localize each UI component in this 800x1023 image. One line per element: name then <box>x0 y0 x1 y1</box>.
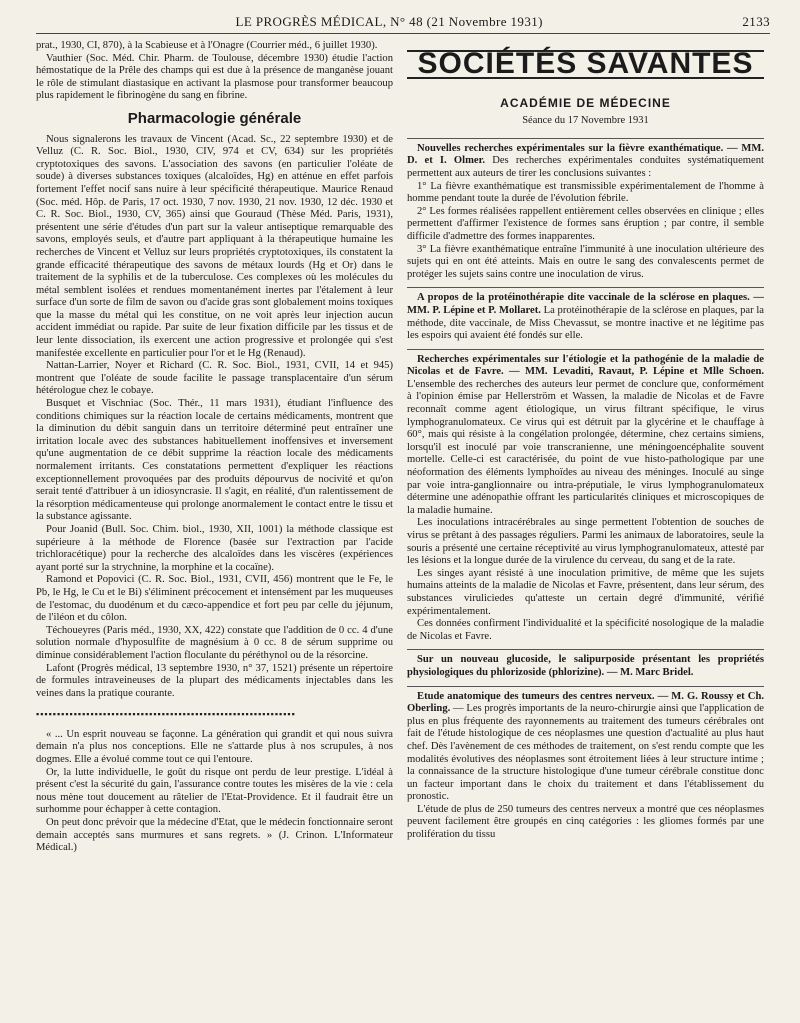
report-text: — Les progrès importants de la neuro-chirurgie ainsi que l'application de plus en plus fréquente des rayonnements au traitement des tumeurs cérébrales ont fait de l'étude histologique de ces néoplasmes une question d'actualité au plus haut chef. Dès l'avènement de ces méthodes de traitement, on s'est rendu compte que les modalités évolutives des néoplasmes sont étroitement liées à leur structure intime ; la connaissance de la structure histologique d'une tumeur cérébrale constitue donc un facteur important dans le choix du traitement et dans l'établissement du pronostic. <box>407 703 764 803</box>
report-item <box>407 691 764 804</box>
report-text: Les inoculations intracérébrales au singe permettent l'obtention de souches de virus se prêtant à des passages réguliers. Parmi les animaux de laboratoires, seule la souris a présenté une certaine réceptivité au virus lymphogranulomateux, attesté par les lésions et la longue durée de la virulence du cerveau, du sang et de la rate. <box>407 517 764 567</box>
report-title: Nouvelles recherches expérimentales sur la fièvre exanthématique. — MM. D. et I. Olmer. <box>407 142 764 167</box>
left-column <box>36 40 393 855</box>
report-title: Etude anatomique des tumeurs des centres nerveux. — M. G. Roussy et Ch. Oberling. <box>407 690 764 715</box>
right-column <box>407 40 764 855</box>
body-paragraph: Ramond et Popovici (C. R. Soc. Biol., 1931, CVII, 456) montrent que le Fe, le Pb, le Hg, le Cu et le Bi) s'éliminent précocement et intensément par les muqueuses de l'estomac, du duodénum et du cæco-appendice et fort peu par celle du jéjunum, de l'iléon et du côlon. <box>36 574 393 624</box>
page-number: 2133 <box>742 14 770 29</box>
report-item <box>407 654 764 679</box>
ornamental-divider: ▪▪▪▪▪▪▪▪▪▪▪▪▪▪▪▪▪▪▪▪▪▪▪▪▪▪▪▪▪▪▪▪▪▪▪▪▪▪▪▪▪▪▪▪▪▪▪▪▪▪▪▪▪▪▪▪▪▪▪▪▪▪ <box>36 709 296 720</box>
report-text: Ces données confirment l'individualité et la spécificité nosologique de la maladie de Nicolas et Favre. <box>407 618 764 642</box>
report-title: A propos de la protéinothérapie dite vaccinale de la sclérose en plaques. — MM. P. Lépine et P. Mollaret. <box>407 292 764 316</box>
academy-heading: ACADÉMIE DE MÉDECINE <box>500 95 671 110</box>
body-paragraph: Téchoueyres (Paris méd., 1930, XX, 422) constate que l'addition de 0 cc. 4 d'une solution normale d'hyposulfite de magnésium à 0 cc. 8 de sérum supprime ou diminue considérablement l'action floculante du péréthynol ou de la résorcine. <box>36 624 393 661</box>
section-headline: SOCIÉTÉS SAVANTES <box>407 50 764 79</box>
report-title: Sur un nouveau glucoside, le salipurposide présentant les propriétés physiologiques du phlorizoside (phlorizine). — M. Marc Bridel. <box>407 654 764 678</box>
divider <box>407 649 764 650</box>
report-text: L'étude de plus de 250 tumeurs des centres nerveux a montré que ces néoplasmes peuvent facilement être groupés en cinq catégories : les gliomes formés par une prolifération du tissu <box>407 803 764 841</box>
report-item <box>407 354 764 518</box>
section-title: Pharmacologie générale <box>127 109 302 127</box>
session-date: Séance du 17 Novembre 1931 <box>522 115 649 127</box>
report-item <box>407 517 764 567</box>
report-text: Des recherches expérimentales conduites systématiquement permettent aux auteurs de tirer les conclusions suivantes : <box>407 155 764 179</box>
report-text: La protéinothérapie de la sclérose en plaques, par la méthode, dite vaccinale, de Miss Chevassut, se montre inactive et ne légitime pas les espoirs qui avaient été fondés sur elle. <box>407 304 764 342</box>
report-item <box>407 804 764 842</box>
body-paragraph: Nous signalerons les travaux de Vincent (Acad. Sc., 22 septembre 1930) et de Velluz (C. R. Soc. Biol., 1930, CIV, 974 et CV, 634) sur les propriétés cryptotoxiques des savons. L'association des savons (en particulier l'oléate de soude) à diverses substances toxiques (alcaloïdes, Hg) en atténue en effet parfois fortement l'effet nocif sans nuire à leur spécificité thérapeutique. Maurice Renaud (Soc. méd. Hôp. de Paris, 17 oct. 1930, 7 nov. 1930, 21 nov. 1930, 12 déc. 1930 et C. R. Soc. Biol., 1930, CV, 365) ainsi que Gouraud (Thèse Méd. Paris, 1931), présentent une série d'études d'un part sur la valeur antiseptique remarquable des savons, employés seuls, et d'autre part appliquant à la thérapeutique humaine les recherches de Vincent et Velluz sur leurs propriétés cryptotoxiques, ils constatent la grande efficacité thérapeutique des savons de métaux lourds (Hg et Or) dans le traitement de la syphilis et de la tuberculose. Ces complexes où les molécules du métal semblent isolées et rendues momentanément inertes par l'étalement à leur surface d'un sorte de film de savon ou d'acide gras sont globalement moins toxiques que la masse du métal qui les constitue, on ne voit après leur injection aucun accident immédiat ou rapide. Par suite de leur fixation difficile par les tissus et de leur lente dissociation, ils exercent une action progressive et prolongée qui s'est manifestée excellente en particulier pour l'or et le Hg (Renaud). <box>36 133 393 359</box>
report-text: 2° Les formes réalisées rappellent entièrement celles observées en clinique ; elles permettent d'affirmer l'existence de formes sans éruption ; par contre, il semble difficile d'admettre des formes inapparentes. <box>407 205 764 242</box>
report-item <box>407 206 764 244</box>
body-paragraph: Busquet et Vischniac (Soc. Thér., 11 mars 1931), étudiant l'influence des conditions chimiques sur la réaction locale de certains médicaments, montrent que la diminution du débit sanguin dans un territoire déterminé peut entraîner une irritation locale avec des substances habituellement inoffensives et inversement qu'une augmentation de ce débit supprime la réaction locale des médicaments normalement irritants. Ces constatations permettent d'expliquer les réactions exceptionnellement provoquées par des produits dépourvus de nocivité et qu'on serait tenté d'attribuer à un idiosyncrasie. Il s'agit, en réalité, d'un ralentissement de la résorption médicamenteuse qui prolonge anormalement le contact entre le tissu et la substance agissante. <box>36 398 393 523</box>
quote-paragraph: On peut donc prévoir que la médecine d'Etat, que le médecin fonctionnaire seront demain acceptés sans murmures et sans regrets. » (J. Crinon. L'Informateur Médical.) <box>36 817 393 854</box>
report-item <box>407 181 764 206</box>
body-paragraph: Pour Joanid (Bull. Soc. Chim. biol., 1930, XII, 1001) la méthode classique est supérieure à la méthode de Florence (basée sur l'extraction par l'acide trichloracétique) pour la recherche des alcaloïdes dans les viscères (expériences ayant porté sur la strychnine, la morphine et la cocaïne). <box>36 523 393 573</box>
intro-paragraph-1: prat., 1930, CI, 870), à la Scabieuse et à l'Onagre (Courrier méd., 6 juillet 1930). <box>36 40 378 51</box>
report-title: Recherches expérimentales sur l'étiologie et la pathogénie de la maladie de Nicolas et de Favre. — MM. Levaditi, Ravaut, P. Lépine et Mlle Schoen. <box>407 353 764 378</box>
report-item <box>407 143 764 181</box>
divider <box>407 287 764 288</box>
intro-paragraph-2: Vauthier (Soc. Méd. Chir. Pharm. de Toulouse, décembre 1930) étudie l'action hémostatique de la Prêle des champs qui est due à la présence de manganèse jouant le rôle de stimulant diastasique en activant la plasmose pour transformer beaucoup plus rapidement le fibrinogène du sang en fibrine. <box>36 52 393 102</box>
journal-title: LE PROGRÈS MÉDICAL, N° 48 (21 Novembre 1931) <box>235 14 543 29</box>
columns <box>36 40 770 855</box>
divider <box>407 686 764 687</box>
report-item <box>407 618 764 643</box>
report-item <box>407 568 764 618</box>
quote-paragraph: Or, la lutte individuelle, le goût du risque ont perdu de leur prestige. L'idéal à présent c'est la sécurité du gain, l'assurance contre toutes les misères de la vie : cela nous mène tout doucement au râtelier de l'Etat-Providence. Et il faudrait être un surhomme pour échapper à cette contagion. <box>36 766 393 816</box>
report-text: L'ensemble des recherches des auteurs leur permet de conclure que, conformément à l'opinion émise par Hellerström et Wassen, la maladie de Nicolas et de Favre reconnaît comme agent étiologique, un virus filtrant spécifique, le virus lymphogranulomateux. Ce virus qui est détruit par la glycérine et le chauffage à 60°, mais qui résiste à la congélation prolongée, détermine, chez certains simiens, lorsqu'il est inoculé par voie transcranienne, une méningoencéphalite souvent mortelle. Celle-ci est caractérisée, du point de vue histo-pathologique par une néoformation des éléments lymphoïdes au niveau des méninges. Inoculé au singe par voie intra-ganglionnaire ou intra-préputiale, le virus lymphogranulomateux détermine une adénopathie offrant les particularités cliniques et microscopiques de la maladie humaine. <box>407 378 764 516</box>
report-item <box>407 244 764 282</box>
report-item <box>407 292 764 342</box>
report-text: 1° La fièvre exanthématique est transmissible expérimentalement de l'homme à homme pendant toute la durée de l'évolution fébrile. <box>407 180 764 205</box>
report-text: Les singes ayant résisté à une inoculation primitive, de même que les sujets humains atteints de la maladie de Nicolas et Favre, présentent, dans leur sérum, des substances viruliciedes qu'atteste un certain degré d'immunité, vérifié expérimentalement. <box>407 567 764 617</box>
body-paragraph: Lafont (Progrès médical, 13 septembre 1930, n° 37, 1521) présente un répertoire de formules intraveineuses de la plupart des médicaments injectables dans les veines dans la pratique courante. <box>36 662 393 699</box>
running-header <box>36 14 770 34</box>
divider <box>407 138 764 139</box>
quote-paragraph: « ... Un esprit nouveau se façonne. La génération qui grandit et qui nous suivra demain n'a plus nos conceptions. Elle ne s'attarde plus à nos scrupules, à nos dogmes. Elle a évolué comme tout ce qui l'entoure. <box>36 728 393 766</box>
body-paragraph: Nattan-Larrier, Noyer et Richard (C. R. Soc. Biol., 1931, CVII, 14 et 945) montrent que l'oléate de soude facilite le passage transplacentaire d'un sérum hétérologue chez le cobaye. <box>36 360 393 397</box>
divider <box>407 349 764 350</box>
report-text: 3° La fièvre exanthématique entraîne l'immunité à une inoculation ultérieure des sujets qui en ont été atteints. Mais en outre le sang des convalescents permet de protéger les sujets sains contre une inoculation de virus. <box>407 243 764 280</box>
